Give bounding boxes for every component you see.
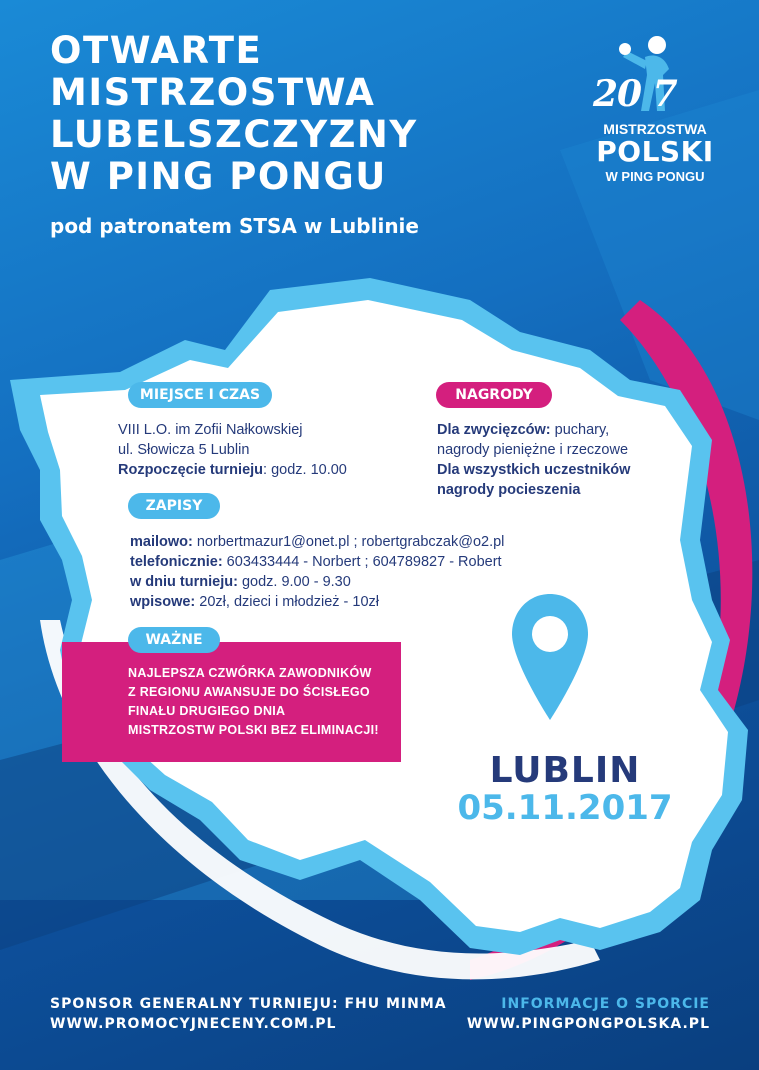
notice-line: Z REGIONU AWANSUJE DO ŚCISŁEGO (128, 685, 370, 699)
sponsor-line: SPONSOR GENERALNY TURNIEJU: FHU MINMA (50, 996, 447, 1012)
info-url: WWW.PINGPONGPOLSKA.PL (466, 1016, 710, 1032)
notice-line: MISTRZOSTW POLSKI BEZ ELIMINACJI! (128, 723, 379, 737)
sponsor-url: WWW.PROMOCYJNECENY.COM.PL (50, 1016, 337, 1032)
registration-phone (130, 552, 504, 572)
important-notice (128, 664, 398, 740)
fee-value: 20zł, dzieci i młodzież - 10zł (195, 594, 380, 610)
prize-line-bold (437, 480, 630, 500)
consolation-label: nagrody pocieszenia (437, 482, 581, 498)
title-line: MISTRZOSTWA (50, 71, 376, 114)
championship-logo (585, 35, 725, 185)
email-label: mailowo: (130, 534, 193, 550)
map-pin-icon (508, 590, 592, 730)
notice-line: NAJLEPSZA CZWÓRKA ZAWODNIKÓW (128, 666, 372, 680)
venue-info (118, 420, 347, 480)
start-label: Rozpoczęcie turnieju (118, 462, 264, 478)
section-label-nagrody: NAGRODY (436, 382, 552, 408)
section-label-miejsce: MIEJSCE I CZAS (128, 382, 272, 408)
start-time (118, 460, 347, 480)
section-label-wazne: WAŻNE (128, 627, 220, 653)
prizes-info (437, 420, 630, 500)
day-value: godz. 9.00 - 9.30 (237, 574, 351, 590)
winners-label: Dla zwycięzców: (437, 422, 551, 438)
winners-value: puchary, (550, 422, 610, 438)
day-label: w dniu turnieju: (130, 574, 238, 590)
info-line: INFORMACJE O SPORCIE (501, 996, 710, 1012)
venue-line: ul. Słowicza 5 Lublin (118, 442, 250, 458)
all-participants-label: Dla wszystkich uczestników (437, 462, 631, 478)
registration-day (130, 572, 504, 592)
section-label-zapisy: ZAPISY (128, 493, 220, 519)
title-line: LUBELSZCZYZNY (50, 113, 418, 156)
prize-line: nagrody pieniężne i rzeczowe (437, 442, 629, 458)
prize-line (437, 420, 630, 440)
registration-fee (130, 592, 504, 612)
event-title (50, 30, 418, 198)
title-line: W PING PONGU (50, 155, 387, 198)
start-value: : godz. 10.00 (263, 462, 347, 478)
registration-info (130, 532, 504, 612)
email-value: norbertmazur1@onet.pl ; robertgrabczak@o2.pl (192, 534, 505, 550)
title-line: OTWARTE (50, 29, 263, 72)
venue-line: VIII L.O. im Zofii Nałkowskiej (118, 422, 303, 438)
fee-label: wpisowe: (130, 594, 196, 610)
logo-year: 20 7 (593, 73, 677, 115)
phone-label: telefonicznie: (130, 554, 223, 570)
event-date: 05.11.2017 (457, 788, 673, 828)
info-links (450, 994, 710, 1034)
sponsor-info (50, 994, 447, 1034)
registration-email (130, 532, 504, 552)
prize-line-bold (437, 460, 630, 480)
logo-line3: W PING PONGU (605, 169, 705, 184)
notice-line: FINAŁU DRUGIEGO DNIA (128, 704, 286, 718)
city-name: LUBLIN (489, 750, 641, 791)
phone-value: 603433444 - Norbert ; 604789827 - Robert (222, 554, 502, 570)
logo-line1: MISTRZOSTWA (603, 121, 707, 137)
logo-line2: POLSKI (596, 135, 714, 168)
event-subtitle: pod patronatem STSA w Lublinie (50, 214, 419, 238)
